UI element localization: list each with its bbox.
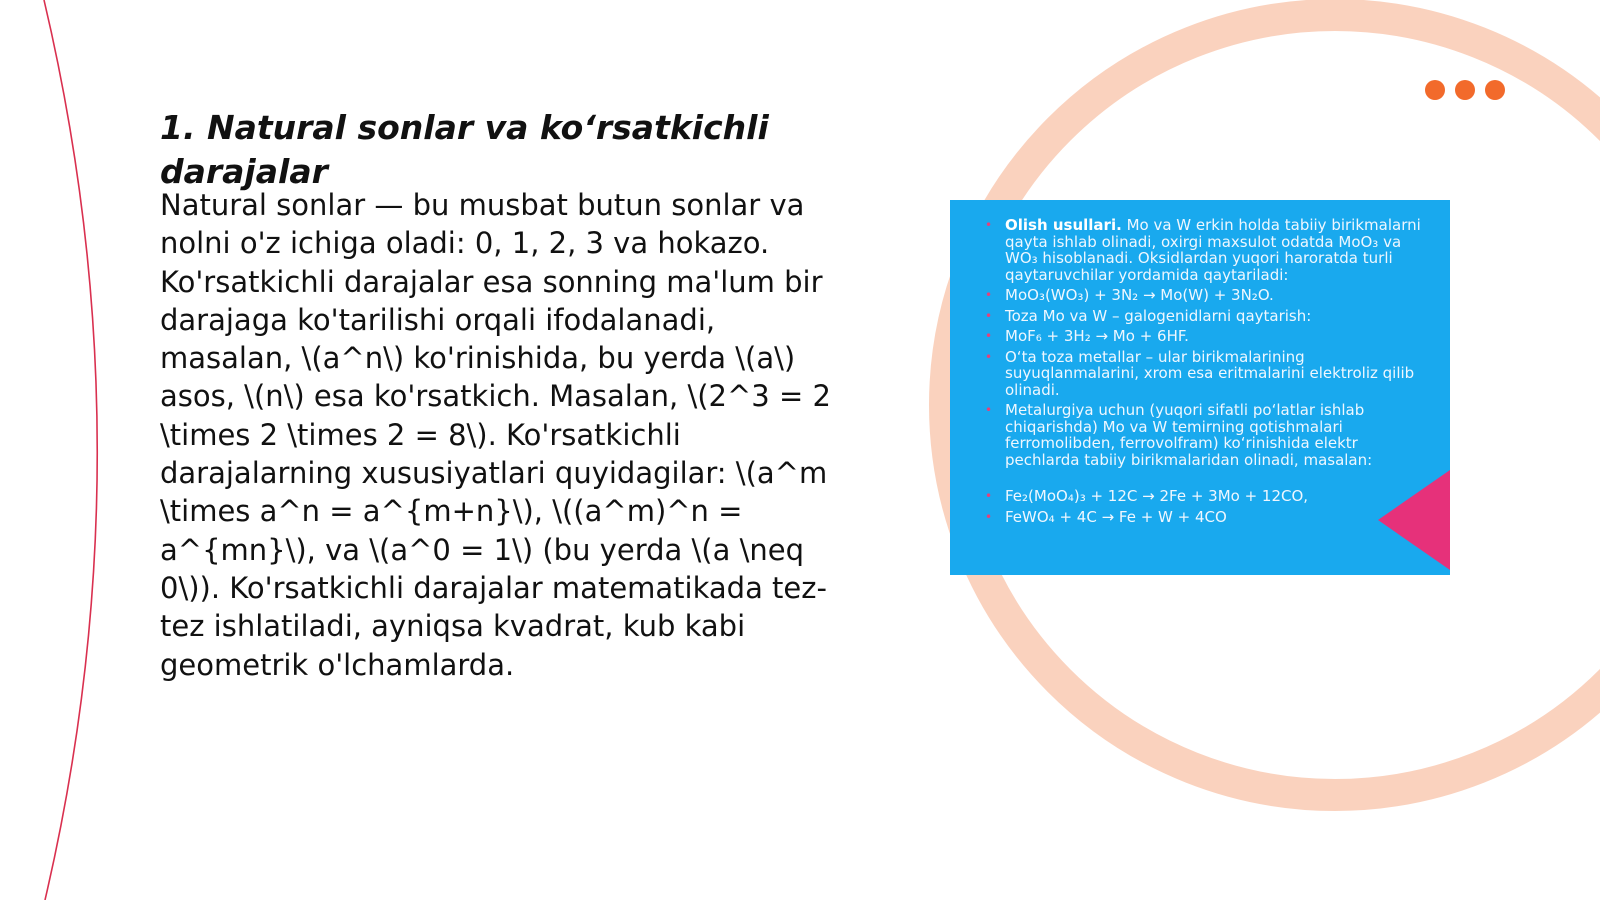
- slide-title: 1. Natural sonlar va ko‘rsatkichli darajalar: [160, 108, 769, 191]
- list-item: [1005, 488, 1425, 505]
- dot-icon: [1425, 80, 1445, 100]
- dot-icon: [1485, 80, 1505, 100]
- list-item-text: MoO₃(WO₃) + 3N₂ → Mo(W) + 3N₂O.: [1005, 286, 1274, 304]
- list-item-text: Mo va W erkin holda tabiiy birikmalarni qayta ishlab olinadi, oxirgi maxsulot odatda MoO₃ va WO₃ hisoblanadi. Oksidlardan yuqori haroratda turli qaytaruvchilar yordamida qaytariladi:: [1005, 216, 1421, 284]
- list-item-bold: Olish usullari.: [1005, 216, 1122, 234]
- list-item: [1005, 217, 1425, 283]
- list-item: [1005, 287, 1425, 304]
- left-curve-line: [44, 0, 97, 900]
- list-item-text: MoF₆ + 3H₂ → Mo + 6HF.: [1005, 327, 1189, 345]
- list-item-text: Fe₂(MoO₄)₃ + 12C → 2Fe + 3Mo + 12CO,: [1005, 487, 1309, 505]
- list-item: [1005, 402, 1425, 468]
- list-item: [1005, 328, 1425, 345]
- list-item-text: O‘ta toza metallar – ular birikmalarining suyuqlanmalarini, xrom esa eritmalarini elektroliz qilib olinadi.: [1005, 347, 1415, 399]
- slide-body-text: Natural sonlar — bu musbat butun sonlar va nolni o'z ichiga oladi: 0, 1, 2, 3 va hokazo. Ko'rsatkichli darajalar esa sonning ma'lum bir darajaga ko'tarilishi orqali ifodalanadi, masalan, \(a^n\) ko'rinishida, bu yerda \(a\) asos, \(n\) esa ko'rsatkich. Masalan, \(2^3 = 2 \times 2 \times 2 = 8\). Ko'rsatkichli darajalarning xususiyatlari quyidagilar: \(a^m \times a^n = a^{m+n}\), \((a^m)^n = a^{mn}\), va \(a^0 = 1\) (bu yerda \(a \neq 0\)). Ko'rsatkichli darajalar matematikada tez-tez ishlatiladi, ayniqsa kvadrat, kub kabi geometrik o'lchamlarda.: [160, 188, 831, 682]
- image-card-list: [950, 200, 1450, 525]
- three-dots-icon: [1425, 80, 1505, 100]
- list-item-text: Toza Mo va W – galogenidlarni qaytarish:: [1005, 306, 1312, 325]
- list-item: [1005, 509, 1425, 526]
- pink-triangle-decoration: [1378, 470, 1450, 570]
- list-item: [1005, 308, 1425, 325]
- dot-icon: [1455, 80, 1475, 100]
- list-item-text: Metalurgiya uchun (yuqori sifatli po‘latlar ishlab chiqarishda) Mo va W temirning qotishmalari ferromolibden, ferrovolfram) ko‘rinishida elektr pechlarda tabiiy birikmalaridan olinadi, masalan:: [1005, 401, 1373, 469]
- list-item: [1005, 349, 1425, 399]
- embedded-image-card: [950, 200, 1450, 575]
- list-item-text: FeWO₄ + 4C → Fe + W + 4CO: [1005, 507, 1227, 526]
